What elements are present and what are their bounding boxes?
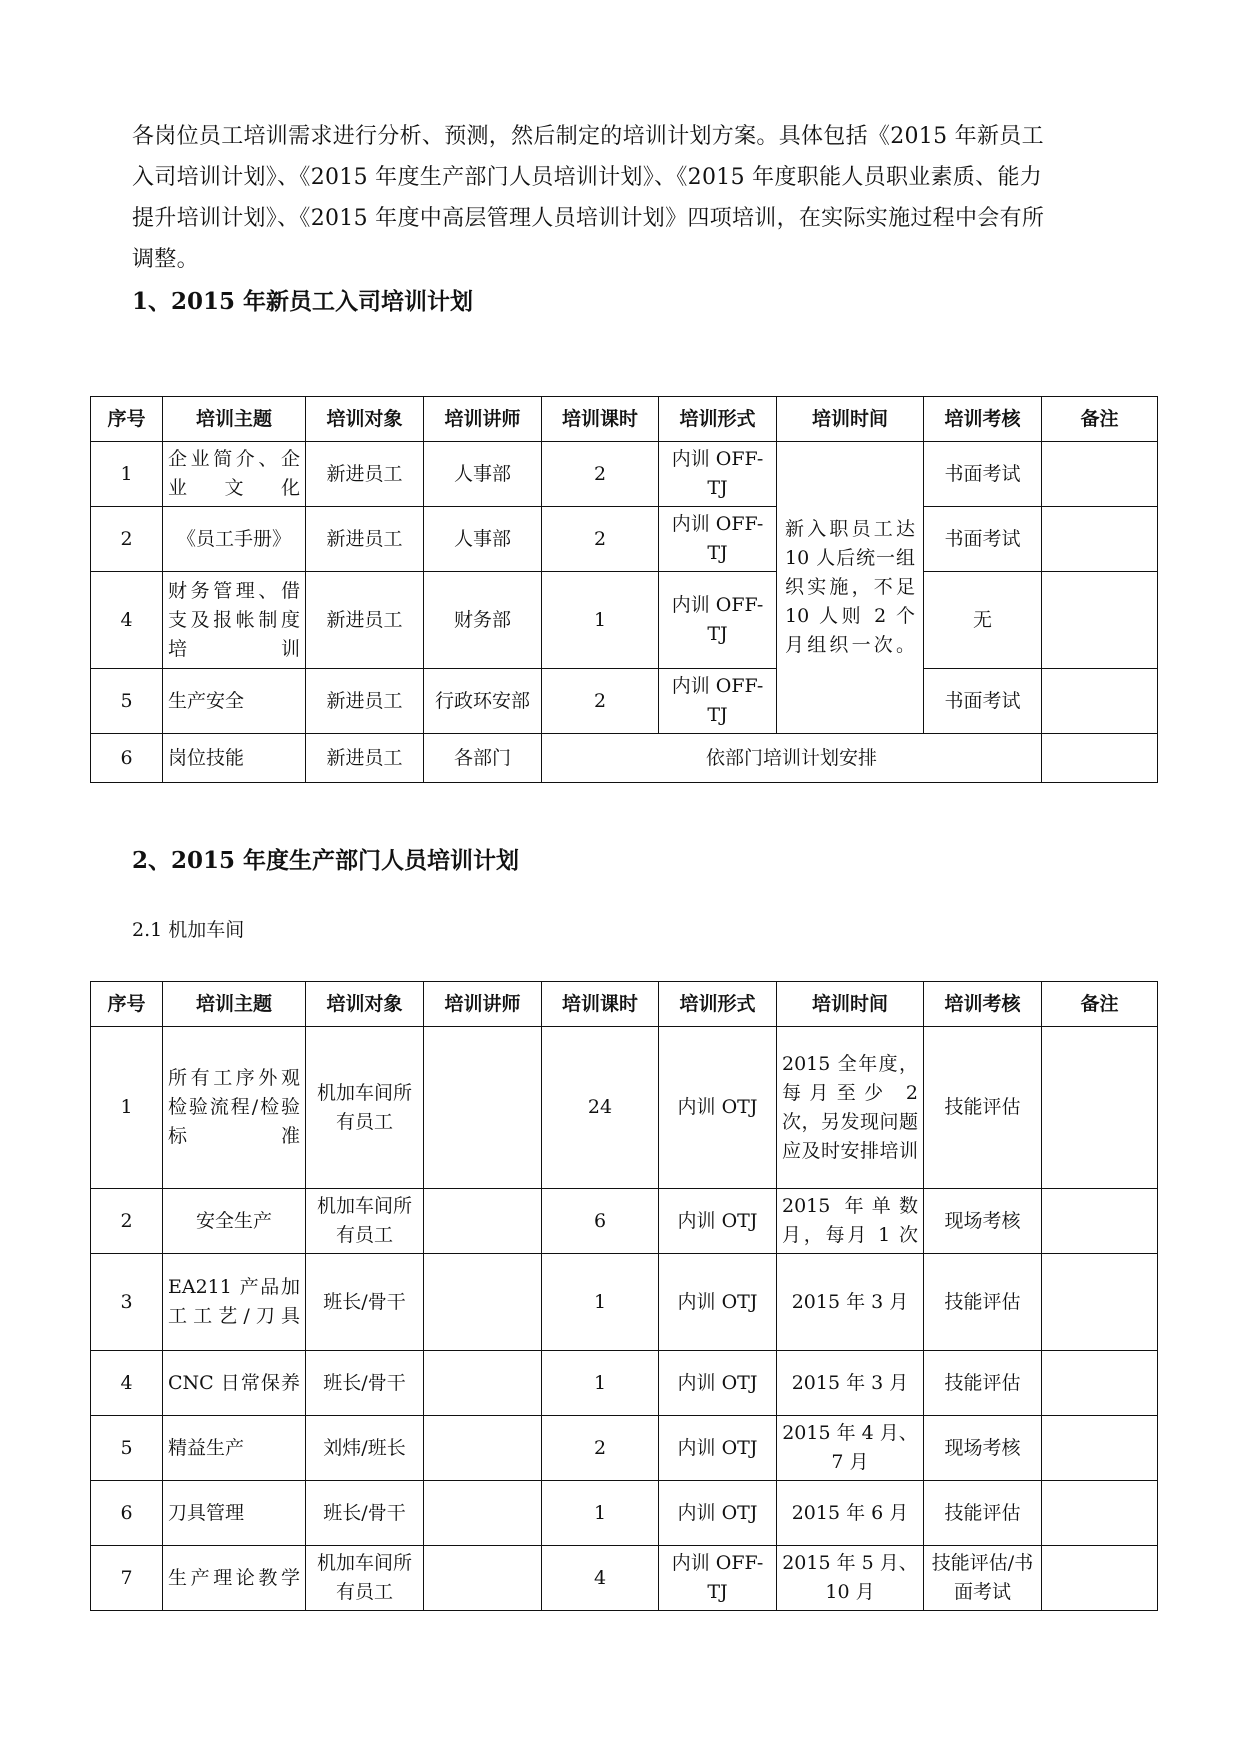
form-cell: 内训 OTJ <box>659 1027 777 1189</box>
exam-cell: 现场考核 <box>924 1189 1042 1254</box>
header-cell: 培训形式 <box>659 982 777 1027</box>
form-cell: 内训 OTJ <box>659 1481 777 1546</box>
target-cell: 机加车间所有员工 <box>306 1027 424 1189</box>
exam-cell: 技能评估 <box>924 1481 1042 1546</box>
target-cell: 机加车间所有员工 <box>306 1546 424 1611</box>
topic-cell: 生产安全 <box>163 669 306 734</box>
teacher-cell: 行政环安部 <box>424 669 542 734</box>
teacher-cell <box>424 1546 542 1611</box>
target-cell: 新进员工 <box>306 669 424 734</box>
table-row <box>91 1416 1158 1481</box>
target-cell: 新进员工 <box>306 442 424 507</box>
seq-cell: 6 <box>91 1481 163 1546</box>
exam-cell: 现场考核 <box>924 1416 1042 1481</box>
teacher-cell: 人事部 <box>424 442 542 507</box>
seq-cell: 2 <box>91 507 163 572</box>
seq-cell: 4 <box>91 1351 163 1416</box>
seq-cell: 4 <box>91 572 163 669</box>
target-cell: 机加车间所有员工 <box>306 1189 424 1254</box>
teacher-cell <box>424 1254 542 1351</box>
hours-cell: 2 <box>542 669 659 734</box>
note-cell <box>1042 1254 1158 1351</box>
intro-paragraph <box>132 116 1132 280</box>
form-cell: 内训 OFF-TJ <box>659 442 777 507</box>
hours-cell: 1 <box>542 1254 659 1351</box>
header-cell: 培训形式 <box>659 397 777 442</box>
header-cell: 培训时间 <box>777 397 924 442</box>
topic-cell: CNC 日常保养 <box>163 1351 306 1416</box>
exam-cell: 书面考试 <box>924 442 1042 507</box>
table-row <box>91 1546 1158 1611</box>
section1-title: 1、2015 年新员工入司培训计划 <box>132 288 474 315</box>
note-cell <box>1042 572 1158 669</box>
table-row <box>91 507 1158 572</box>
teacher-cell <box>424 1481 542 1546</box>
header-cell: 培训考核 <box>924 397 1042 442</box>
shared-time-cell: 新入职员工达 10 人后统一组织实施，不足 10 人则 2 个月组织一次。 <box>777 442 924 734</box>
table-row <box>91 734 1158 783</box>
header-cell: 序号 <box>91 397 163 442</box>
production-training-table <box>90 981 1158 1611</box>
hours-cell: 1 <box>542 1481 659 1546</box>
teacher-cell: 人事部 <box>424 507 542 572</box>
topic-cell: 财务管理、借支及报帐制度培训 <box>163 572 306 669</box>
intro-line: 提升培训计划》、《2015 年度中高层管理人员培训计划》四项培训，在实际实施过程中会有所 <box>132 206 1045 231</box>
header-cell: 培训时间 <box>777 982 924 1027</box>
table-row <box>91 572 1158 669</box>
topic-cell: 刀具管理 <box>163 1481 306 1546</box>
hours-cell: 1 <box>542 572 659 669</box>
seq-cell: 1 <box>91 1027 163 1189</box>
table-row <box>91 442 1158 507</box>
form-cell: 内训 OTJ <box>659 1254 777 1351</box>
intro-line: 入司培训计划》、《2015 年度生产部门人员培训计划》、《2015 年度职能人员职业素质、能力 <box>132 165 1043 190</box>
target-cell: 新进员工 <box>306 507 424 572</box>
header-cell: 备注 <box>1042 397 1158 442</box>
header-cell: 培训对象 <box>306 982 424 1027</box>
form-cell: 内训 OFF-TJ <box>659 507 777 572</box>
table-row <box>91 1481 1158 1546</box>
seq-cell: 2 <box>91 1189 163 1254</box>
note-cell <box>1042 1546 1158 1611</box>
time-cell: 2015 年 4 月、7 月 <box>777 1416 924 1481</box>
target-cell: 班长/骨干 <box>306 1481 424 1546</box>
note-cell <box>1042 442 1158 507</box>
form-cell: 内训 OFF-TJ <box>659 669 777 734</box>
table-row <box>91 1351 1158 1416</box>
time-cell: 2015 年 5 月、10 月 <box>777 1546 924 1611</box>
hours-cell: 4 <box>542 1546 659 1611</box>
form-cell: 内训 OFF-TJ <box>659 1546 777 1611</box>
header-cell: 序号 <box>91 982 163 1027</box>
exam-cell: 书面考试 <box>924 507 1042 572</box>
topic-cell: EA211 产品加工工艺/刀具 <box>163 1254 306 1351</box>
note-cell <box>1042 734 1158 783</box>
hours-cell: 2 <box>542 442 659 507</box>
table-row <box>91 1189 1158 1254</box>
topic-cell: 安全生产 <box>163 1189 306 1254</box>
seq-cell: 3 <box>91 1254 163 1351</box>
time-cell: 2015 年 3 月 <box>777 1351 924 1416</box>
exam-cell: 技能评估 <box>924 1027 1042 1189</box>
hours-cell: 6 <box>542 1189 659 1254</box>
seq-cell: 6 <box>91 734 163 783</box>
teacher-cell <box>424 1351 542 1416</box>
form-cell: 内训 OTJ <box>659 1189 777 1254</box>
header-cell: 培训考核 <box>924 982 1042 1027</box>
topic-cell: 岗位技能 <box>163 734 306 783</box>
section2-title: 2、2015 年度生产部门人员培训计划 <box>132 847 520 874</box>
target-cell: 班长/骨干 <box>306 1351 424 1416</box>
seq-cell: 5 <box>91 669 163 734</box>
header-cell: 培训讲师 <box>424 982 542 1027</box>
merged-plan-cell: 依部门培训计划安排 <box>542 734 1042 783</box>
seq-cell: 5 <box>91 1416 163 1481</box>
note-cell <box>1042 669 1158 734</box>
target-cell: 班长/骨干 <box>306 1254 424 1351</box>
header-cell: 培训主题 <box>163 982 306 1027</box>
time-cell: 2015 年 6 月 <box>777 1481 924 1546</box>
exam-cell: 书面考试 <box>924 669 1042 734</box>
time-cell: 2015 全年度，每月至少 2 次，另发现问题应及时安排培训 <box>777 1027 924 1189</box>
section2-subtitle: 2.1 机加车间 <box>132 919 245 941</box>
header-cell: 培训课时 <box>542 397 659 442</box>
form-cell: 内训 OFF-TJ <box>659 572 777 669</box>
seq-cell: 1 <box>91 442 163 507</box>
intro-line: 调整。 <box>132 247 199 272</box>
exam-cell: 技能评估 <box>924 1254 1042 1351</box>
new-employee-training-table <box>90 396 1158 783</box>
hours-cell: 2 <box>542 1416 659 1481</box>
form-cell: 内训 OTJ <box>659 1351 777 1416</box>
time-cell: 2015 年 3 月 <box>777 1254 924 1351</box>
teacher-cell: 财务部 <box>424 572 542 669</box>
header-cell: 培训对象 <box>306 397 424 442</box>
hours-cell: 1 <box>542 1351 659 1416</box>
topic-cell: 企业简介、企业文化 <box>163 442 306 507</box>
note-cell <box>1042 1351 1158 1416</box>
header-cell: 备注 <box>1042 982 1158 1027</box>
exam-cell: 技能评估/书面考试 <box>924 1546 1042 1611</box>
table-header-row <box>91 982 1158 1027</box>
topic-cell: 所有工序外观检验流程/检验标准 <box>163 1027 306 1189</box>
exam-cell: 无 <box>924 572 1042 669</box>
hours-cell: 2 <box>542 507 659 572</box>
table-header-row <box>91 397 1158 442</box>
table-row <box>91 1027 1158 1189</box>
target-cell: 刘炜/班长 <box>306 1416 424 1481</box>
note-cell <box>1042 1027 1158 1189</box>
topic-cell: 生产理论教学 <box>163 1546 306 1611</box>
form-cell: 内训 OTJ <box>659 1416 777 1481</box>
teacher-cell <box>424 1027 542 1189</box>
teacher-cell <box>424 1189 542 1254</box>
topic-cell: 《员工手册》 <box>163 507 306 572</box>
time-cell: 2015 年单数月，每月 1 次 <box>777 1189 924 1254</box>
header-cell: 培训课时 <box>542 982 659 1027</box>
header-cell: 培训讲师 <box>424 397 542 442</box>
exam-cell: 技能评估 <box>924 1351 1042 1416</box>
note-cell <box>1042 1416 1158 1481</box>
seq-cell: 7 <box>91 1546 163 1611</box>
intro-line: 各岗位员工培训需求进行分析、预测，然后制定的培训计划方案。具体包括《2015 年新员工 <box>132 124 1044 149</box>
note-cell <box>1042 1481 1158 1546</box>
table-row <box>91 669 1158 734</box>
note-cell <box>1042 507 1158 572</box>
topic-cell: 精益生产 <box>163 1416 306 1481</box>
teacher-cell <box>424 1416 542 1481</box>
table-row <box>91 1254 1158 1351</box>
header-cell: 培训主题 <box>163 397 306 442</box>
teacher-cell: 各部门 <box>424 734 542 783</box>
hours-cell: 24 <box>542 1027 659 1189</box>
target-cell: 新进员工 <box>306 572 424 669</box>
target-cell: 新进员工 <box>306 734 424 783</box>
note-cell <box>1042 1189 1158 1254</box>
